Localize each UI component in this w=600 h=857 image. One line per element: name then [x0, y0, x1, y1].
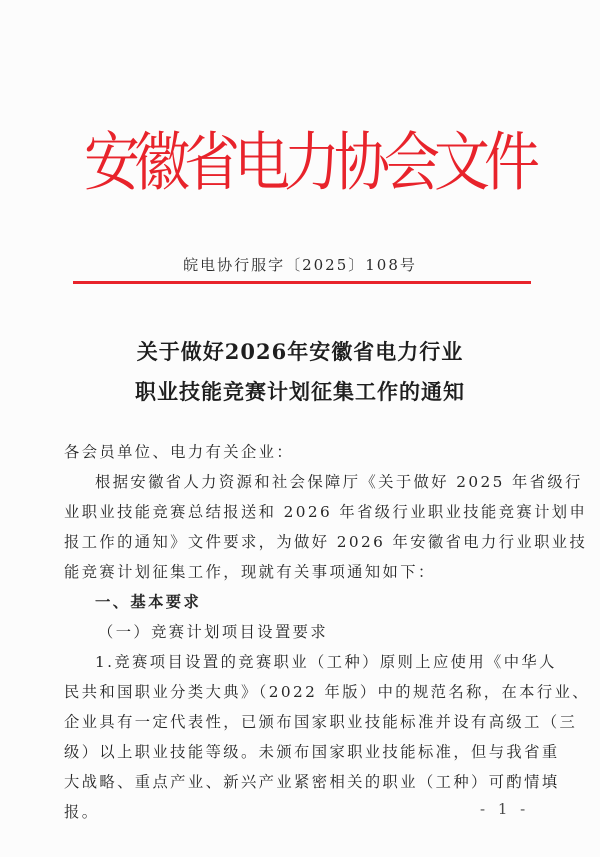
item-paragraph-line: 1.竞赛项目设置的竞赛职业（工种）原则上应使用《中华人 — [95, 653, 557, 671]
intro-paragraph-line: 能竞赛计划征集工作，现就有关事项通知如下： — [64, 563, 436, 581]
document-number: 皖电协行服字〔2025〕108号 — [183, 256, 417, 274]
letterhead-char: 力 — [284, 125, 340, 201]
item-paragraph-line: 报。 — [64, 803, 100, 821]
letterhead-char: 文 — [434, 125, 490, 201]
letterhead-char: 件 — [484, 125, 540, 201]
subsection-heading: （一）竞赛计划项目设置要求 — [98, 623, 329, 641]
red-divider-line — [73, 281, 531, 284]
letterhead-char: 省 — [184, 125, 240, 201]
letterhead-char: 电 — [234, 125, 290, 201]
red-letterhead — [84, 112, 540, 204]
letterhead-char: 安 — [84, 125, 140, 201]
document-title-line-2: 职业技能竞赛计划征集工作的通知 — [135, 379, 465, 404]
item-paragraph-line: 级）以上职业技能等级。未颁布国家职业技能标准，但与我省重 — [64, 743, 560, 761]
letterhead-char: 协 — [334, 125, 390, 201]
intro-paragraph-line: 业职业技能竞赛总结报送和 2026 年省级行业职业技能竞赛计划申 — [64, 503, 588, 521]
item-paragraph-line: 企业具有一定代表性，已颁布国家职业技能标准并设有高级工（三 — [64, 713, 578, 731]
item-paragraph-line: 大战略、重点产业、新兴产业紧密相关的职业（工种）可酌情填 — [64, 773, 560, 791]
intro-paragraph-line: 报工作的通知》文件要求，为做好 2026 年安徽省电力行业职业技 — [64, 533, 588, 551]
salutation: 各会员单位、电力有关企业： — [64, 443, 295, 461]
letterhead-char: 会 — [384, 125, 440, 201]
page-number: - 1 - — [480, 800, 530, 818]
intro-paragraph-line: 根据安徽省人力资源和社会保障厅《关于做好 2025 年省级行 — [95, 473, 583, 491]
document-title-line-1: 关于做好2026年安徽省电力行业 — [136, 339, 464, 364]
letterhead-char: 徽 — [134, 125, 190, 201]
item-paragraph-line: 民共和国职业分类大典》（2022 年版）中的规范名称，在本行业、 — [64, 683, 590, 701]
section-heading: 一、基本要求 — [95, 593, 202, 611]
